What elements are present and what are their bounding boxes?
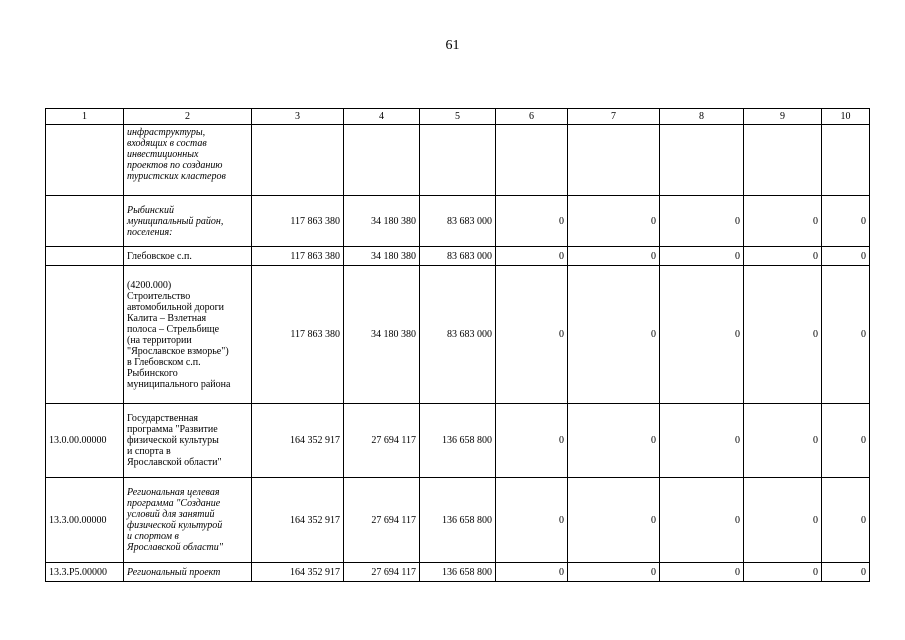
column-header: 8	[660, 109, 744, 125]
row-name: Региональная целевая программа "Создание условий для занятий физической культурой и спортом в Ярославской области"	[124, 478, 252, 563]
column-header: 9	[744, 109, 822, 125]
column-header: 3	[252, 109, 344, 125]
table-row	[46, 563, 870, 582]
row-value: 0	[744, 196, 822, 247]
row-value: 0	[496, 478, 568, 563]
row-code	[46, 266, 124, 404]
row-value: 34 180 380	[344, 196, 420, 247]
row-value	[744, 125, 822, 196]
row-code: 13.0.00.00000	[46, 404, 124, 478]
column-header: 7	[568, 109, 660, 125]
row-value: 0	[568, 247, 660, 266]
row-value: 0	[744, 404, 822, 478]
row-code: 13.3.P5.00000	[46, 563, 124, 582]
row-value	[344, 125, 420, 196]
row-value: 27 694 117	[344, 404, 420, 478]
table-row	[46, 125, 870, 196]
column-header: 5	[420, 109, 496, 125]
row-value	[660, 125, 744, 196]
row-value: 83 683 000	[420, 196, 496, 247]
row-value: 0	[568, 563, 660, 582]
row-value: 0	[660, 196, 744, 247]
table-row	[46, 404, 870, 478]
row-name: инфраструктуры, входящих в состав инвестиционных проектов по созданию туристских кластеров	[124, 125, 252, 196]
row-value: 27 694 117	[344, 478, 420, 563]
row-value: 0	[568, 196, 660, 247]
row-value	[420, 125, 496, 196]
column-header: 1	[46, 109, 124, 125]
row-value: 83 683 000	[420, 247, 496, 266]
row-value: 0	[496, 247, 568, 266]
table-row	[46, 266, 870, 404]
table-row	[46, 247, 870, 266]
row-value: 0	[660, 478, 744, 563]
row-value: 27 694 117	[344, 563, 420, 582]
row-value	[568, 125, 660, 196]
row-value: 0	[822, 196, 870, 247]
row-value: 0	[744, 478, 822, 563]
row-value: 0	[822, 247, 870, 266]
row-value: 83 683 000	[420, 266, 496, 404]
row-value: 0	[568, 478, 660, 563]
row-value: 0	[496, 196, 568, 247]
row-value: 0	[822, 404, 870, 478]
row-value: 0	[568, 404, 660, 478]
column-number-row	[46, 109, 870, 125]
row-value: 0	[744, 266, 822, 404]
row-code	[46, 196, 124, 247]
column-header: 10	[822, 109, 870, 125]
row-value: 34 180 380	[344, 266, 420, 404]
row-name: Региональный проект	[124, 563, 252, 582]
row-value: 34 180 380	[344, 247, 420, 266]
budget-table	[45, 108, 870, 582]
row-code: 13.3.00.00000	[46, 478, 124, 563]
row-value: 136 658 800	[420, 563, 496, 582]
row-value: 0	[822, 478, 870, 563]
row-value	[496, 125, 568, 196]
row-name: Рыбинский муниципальный район, поселения:	[124, 196, 252, 247]
row-value: 0	[660, 266, 744, 404]
row-name: (4200.000) Строительство автомобильной дороги Калита – Взлетная полоса – Стрельбище (на территории "Ярославское взморье") в Глебовском с.п. Рыбинского муниципального района	[124, 266, 252, 404]
row-value: 0	[660, 563, 744, 582]
row-value: 136 658 800	[420, 478, 496, 563]
row-value: 0	[660, 247, 744, 266]
row-value: 0	[744, 563, 822, 582]
page-number: 61	[445, 38, 460, 53]
row-value: 0	[496, 266, 568, 404]
row-value	[822, 125, 870, 196]
row-value: 136 658 800	[420, 404, 496, 478]
table-row	[46, 196, 870, 247]
row-value: 117 863 380	[252, 196, 344, 247]
row-value: 117 863 380	[252, 266, 344, 404]
row-value: 0	[568, 266, 660, 404]
row-value: 0	[744, 247, 822, 266]
row-value: 0	[496, 404, 568, 478]
column-header: 6	[496, 109, 568, 125]
column-header: 2	[124, 109, 252, 125]
table-row	[46, 478, 870, 563]
row-value: 164 352 917	[252, 563, 344, 582]
row-value: 164 352 917	[252, 478, 344, 563]
row-value: 0	[660, 404, 744, 478]
row-value: 0	[822, 563, 870, 582]
row-value: 117 863 380	[252, 247, 344, 266]
row-name: Глебовское с.п.	[124, 247, 252, 266]
column-header: 4	[344, 109, 420, 125]
row-value	[252, 125, 344, 196]
row-value: 0	[496, 563, 568, 582]
row-value: 164 352 917	[252, 404, 344, 478]
row-code	[46, 247, 124, 266]
row-code	[46, 125, 124, 196]
row-name: Государственная программа "Развитие физической культуры и спорта в Ярославской области"	[124, 404, 252, 478]
row-value: 0	[822, 266, 870, 404]
